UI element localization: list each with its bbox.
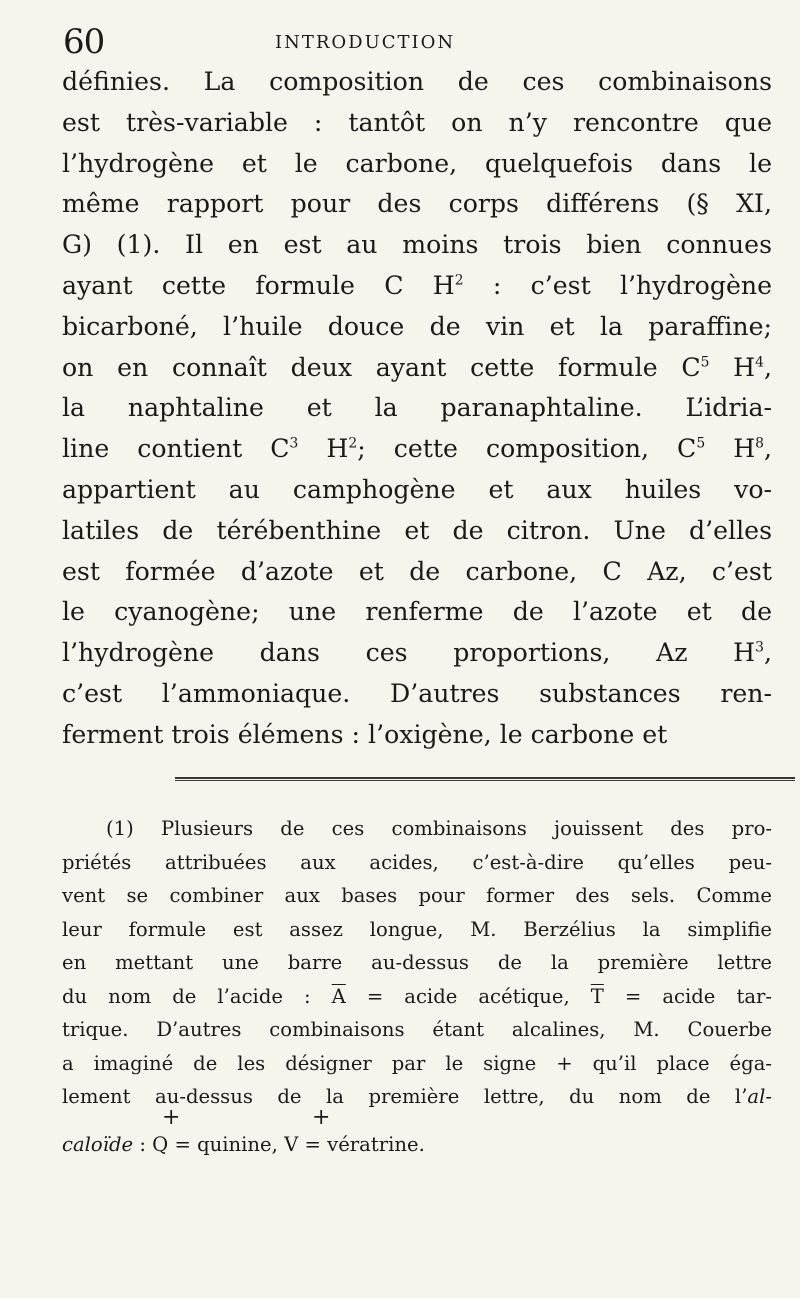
text-segment: : c’est l’hydrogène [463,270,772,300]
text-segment: , [764,434,773,464]
text-line: est formée d’azote et de carbone, C Az, c’est [62,556,772,586]
text-line [62,429,772,470]
acid-symbol-acetic: $\overline{A}$ [331,984,346,1008]
text-segment: H [298,434,349,464]
text-segment: : Q = quinine, V = vératrine. [133,1132,425,1156]
superscript: 2 [454,272,464,289]
footnote [62,812,772,1161]
text-line: même rapport pour des corps différens (§ XI, [62,189,772,219]
italic-text: caloïde [62,1132,134,1156]
text-segment: on en connaît deux ayant cette formule C [62,352,701,382]
superscript: 5 [700,354,710,371]
footnote-line: vent se combiner aux bases pour former des sels. Comme [62,884,772,907]
text-segment: = acide tar- [603,984,772,1008]
superscript: 4 [755,354,764,371]
footnote-line: (1) Plusieurs de ces combinaisons jouissent des pro- [106,817,772,840]
text-segment: , [763,638,772,668]
text-line: le cyanogène; une renferme de l’azote et de [62,597,772,627]
acid-symbol-tartaric: $\overline{T}$ [590,984,604,1008]
text-line: c’est l’ammoniaque. D’autres substances ren- [62,678,772,708]
footnote-line: priétés attribuées aux acides, c’est-à-dire qu’elles peu- [62,850,772,874]
footnote-line [62,980,772,1014]
text-line: bicarboné, l’huile douce de vin et la paraffine; [62,311,772,341]
superscript: 2 [348,435,358,452]
text-line [62,633,772,674]
page-number: 60 [63,22,105,62]
text-segment: , [763,352,772,382]
superscript: 8 [755,435,764,452]
text-segment: H [705,434,756,464]
text-segment: ayant cette formule C H [62,270,455,300]
footnote-line: leur formule est assez longue, M. Berzélius la simplifie [62,917,772,941]
text-line: G) (1). Il en est au moins trois bien connues [62,230,772,260]
text-line: l’hydrogène et le carbone, quelquefois dans le [62,148,772,178]
text-line: définies. La composition de ces combinaisons [62,67,772,96]
footnote-line: a imaginé de les désigner par le signe + qu’il place éga- [62,1051,772,1075]
page-header [63,22,760,64]
footnote-line: trique. D’autres combinaisons étant alcalines, M. Couerbe [62,1018,772,1041]
text-segment: l’hydrogène dans ces proportions, Az H [62,638,756,668]
running-head: INTRODUCTION [275,32,456,53]
superscript: 3 [289,435,299,452]
text-segment: = acide acétique, [345,984,591,1008]
plus-sign-over-q: + [162,1105,181,1130]
main-text [62,62,772,756]
plus-sign-over-v: + [312,1105,331,1130]
superscript: 3 [755,639,764,656]
text-segment: line contient C [62,434,290,464]
text-line: la naphtaline et la paranaphtaline. L’idria- [62,393,772,423]
footnote-line [62,1128,772,1162]
text-line: latiles de térébenthine et de citron. Une d’elles [62,515,772,545]
text-line: appartient au camphogène et aux huiles vo- [62,474,772,504]
text-line: est très-variable : tantôt on n’y rencontre que [62,107,772,137]
text-line [62,266,772,307]
text-segment: ; cette composition, C [357,434,697,464]
text-segment: lement au-dessus de la première lettre, du nom de l’ [62,1085,748,1108]
footnote-line: en mettant une barre au-dessus de la première lettre [62,951,772,974]
superscript: 5 [696,435,706,452]
italic-text: al- [747,1085,772,1108]
text-line [62,348,772,389]
text-segment: H [709,352,756,382]
text-line: ferment trois élémens : l’oxigène, le carbone et [62,719,668,749]
footnote-separator-rule [175,777,795,781]
text-segment: du nom de l’acide : [62,984,332,1008]
